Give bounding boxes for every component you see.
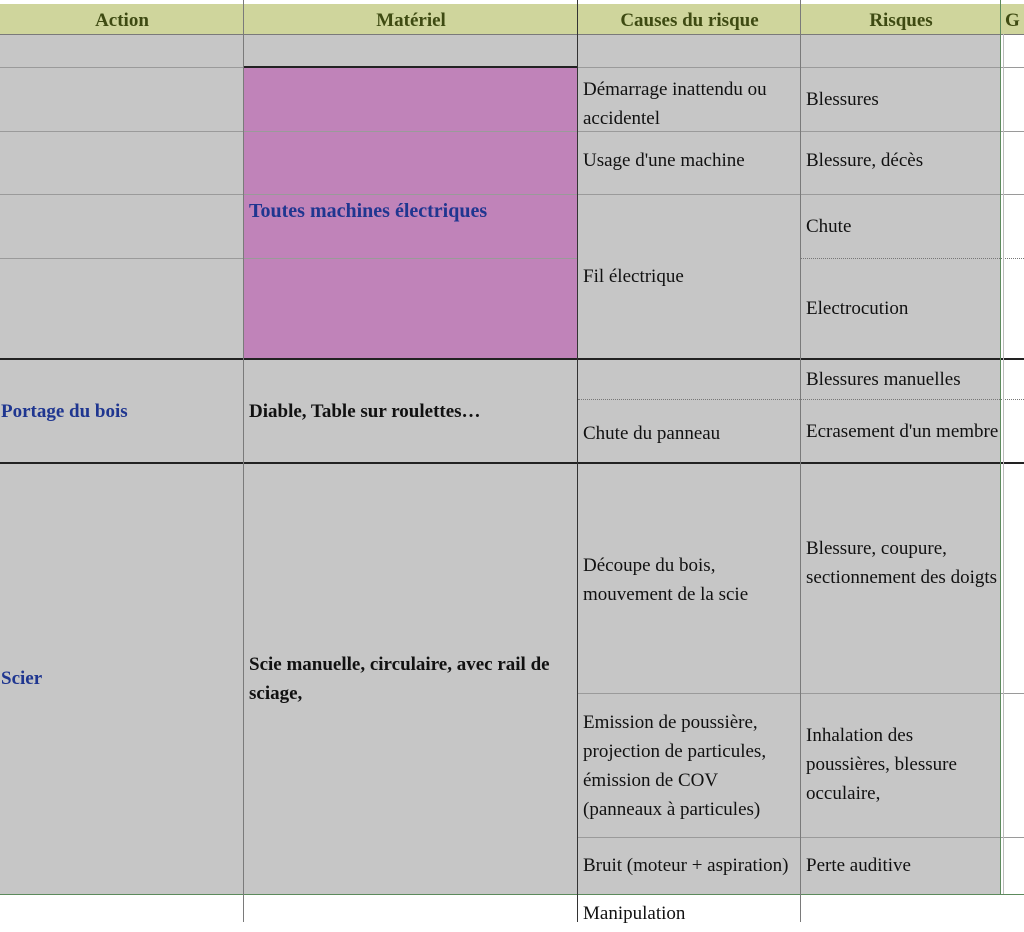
materiel-label: Diable, Table sur roulettes… [249,400,481,422]
gridline [578,837,1024,838]
risque-perte-auditive[interactable] [801,837,1001,894]
cause-label: Démarrage inattendu ou accidentel [583,79,767,129]
cause-label: Usage d'une machine [583,150,745,171]
cause-label: Fil électrique [583,266,684,287]
risque-chute[interactable] [801,194,1001,258]
cause-label: Manipulation [583,903,686,924]
cause-bruit[interactable] [578,837,801,894]
materiel-diable[interactable] [244,359,578,463]
risque-blessures[interactable] [801,67,1001,131]
cause-manipulation[interactable] [578,896,801,922]
gridline [0,131,1024,132]
header-materiel[interactable]: Matériel [244,4,578,34]
cause-empty[interactable] [578,359,801,399]
gridline [577,0,578,922]
risque-label: Electrocution [806,298,909,319]
action-label: Scier [1,668,43,689]
cause-demarrage[interactable] [578,67,801,131]
gridline [800,0,801,922]
gridline [0,258,578,259]
action-scier[interactable] [0,463,244,894]
cause-emission-poussiere[interactable] [578,693,801,837]
gridline [578,693,1024,694]
header-causes[interactable]: Causes du risque [578,4,801,34]
materiel-label: Scie manuelle, circulaire, avec rail de sciage, [249,653,550,704]
risque-ecrasement[interactable] [801,399,1001,463]
header-risques[interactable]: Risques [801,4,1001,34]
risque-electrocution[interactable] [801,258,1001,359]
action-cell-empty[interactable] [0,67,244,359]
risque-label: Chute [806,215,852,237]
risque-label: Blessure, coupure, sectionnement des doigts [806,538,998,588]
blank-row[interactable] [0,34,1001,67]
risque-label: Blessures [806,88,879,110]
risque-label: Inhalation des poussières, blessure occulaire, [806,724,957,804]
cause-label: Découpe du bois, mouvement de la scie [583,555,749,605]
materiel-machines-electriques[interactable] [244,67,578,359]
header-g[interactable]: G [1001,4,1024,34]
cause-usage-machine[interactable] [578,131,801,194]
action-portage-du-bois[interactable] [0,359,244,463]
thick-border [0,462,1024,464]
action-label: Portage du bois [1,400,128,422]
risque-blessure-coupure[interactable] [801,463,1001,693]
gridline [243,0,244,922]
gridline [0,34,1024,35]
cause-label: Bruit (moteur + aspiration) [583,855,789,876]
risque-label: Blessure, décès [806,150,924,171]
header-action[interactable]: Action [0,4,244,34]
risque-label: Ecrasement d'un membre [806,420,999,442]
cause-decoupe[interactable] [578,463,801,693]
gridline [1003,34,1004,894]
gridline [0,894,1024,895]
risque-blessures-manuelles[interactable] [801,359,1001,399]
thick-border [244,66,578,68]
gridline [0,194,1024,195]
materiel-label: Toutes machines électriques [249,199,488,222]
materiel-scie[interactable] [244,463,578,894]
risque-blessure-deces[interactable] [801,131,1001,194]
risque-inhalation[interactable] [801,693,1001,837]
cause-fil-electrique[interactable] [578,194,801,359]
gridline [1000,0,1001,894]
gridline-dotted [578,399,1024,401]
cause-chute-panneau[interactable] [578,399,801,463]
thick-border [0,358,1024,360]
risque-label: Perte auditive [806,855,911,876]
cause-label: Chute du panneau [583,422,721,444]
gridline-dotted [801,258,1024,260]
risque-label: Blessures manuelles [806,368,961,390]
cause-label: Emission de poussière, projection de particules, émission de COV (panneaux à particules) [583,712,767,820]
